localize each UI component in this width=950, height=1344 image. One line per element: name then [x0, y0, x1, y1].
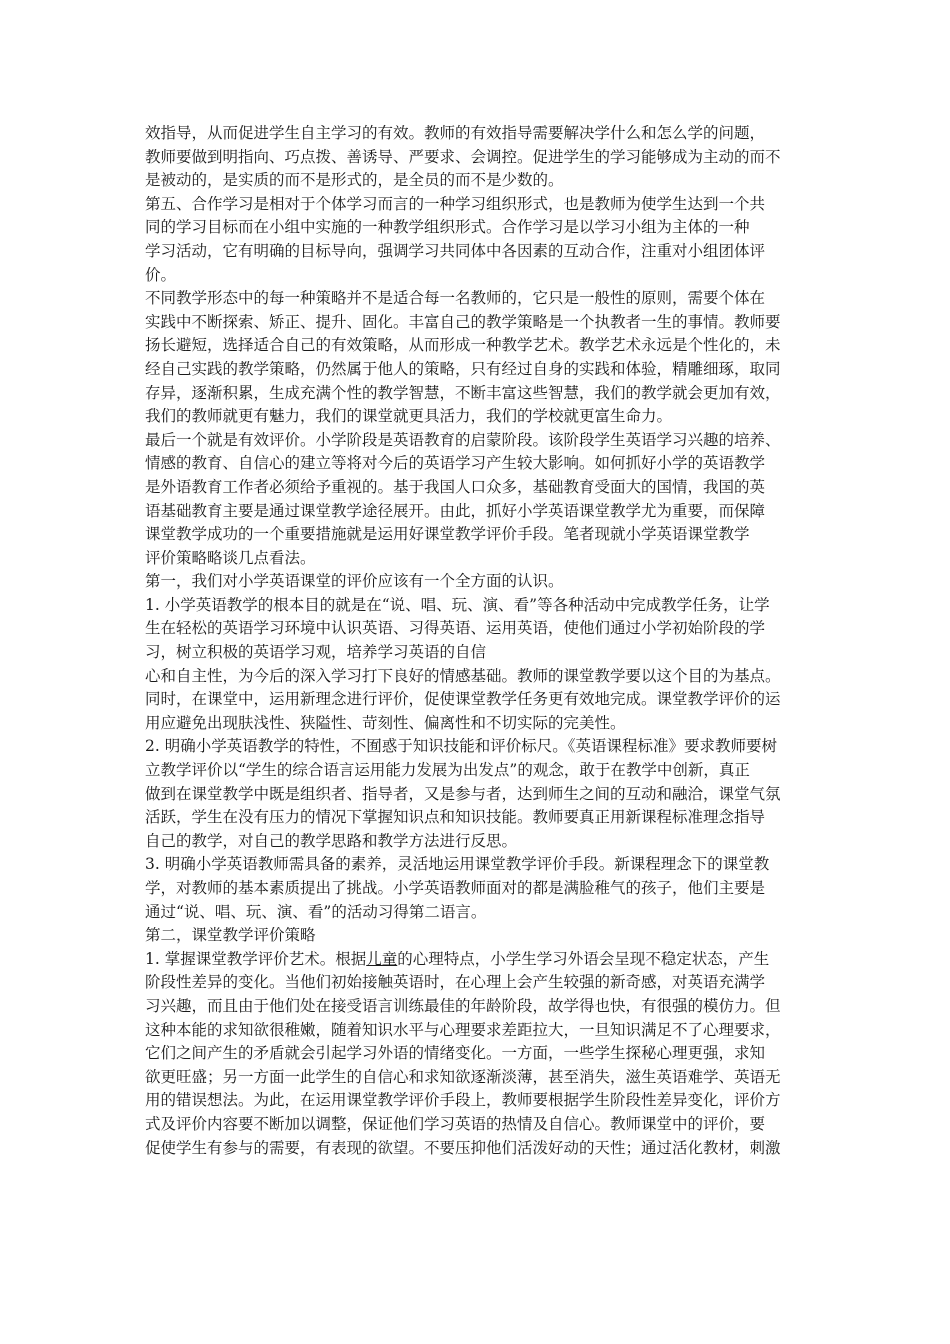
text-line: 最后一个就是有效评价。小学阶段是英语教育的启蒙阶段。该阶段学生英语学习兴趣的培养、 — [145, 430, 781, 449]
text-line: 通过“说、唱、玩、演、看”的活动习得第二语言。 — [145, 902, 487, 921]
text-line: 1. 小学英语教学的根本目的就是在“说、唱、玩、演、看”等各种活动中完成教学任务，让学 — [145, 595, 770, 614]
text-line: 1. 掌握课堂教学评价艺术。根据儿童的心理特点，小学生学习外语会呈现不稳定状态，产生 — [145, 949, 770, 968]
text-line: 习，树立积极的英语学习观，培养学习英语的自信 — [145, 643, 487, 662]
text-line: 心和自主性，为今后的深入学习打下良好的情感基础。教师的课堂教学要以这个目的为基点。 — [145, 666, 781, 685]
text-line: 教师要做到明指向、巧点拨、善诱导、严要求、会调控。促进学生的学习能够成为主动的而不 — [145, 147, 781, 166]
text-line: 实践中不断探索、矫正、提升、固化。丰富自己的教学策略是一个执教者一生的事情。教师要 — [145, 312, 781, 331]
text-line: 用应避免出现肤浅性、狭隘性、苛刻性、偏离性和不切实际的完美性。 — [145, 713, 626, 732]
text-line: 第二，课堂教学评价策略 — [145, 926, 316, 945]
text-line: 我们的教师就更有魅力，我们的课堂就更具活力，我们的学校就更富生命力。 — [145, 407, 673, 426]
text-line: 立教学评价以“学生的综合语言运用能力发展为出发点”的观念，敢于在教学中创新，真正 — [145, 761, 750, 780]
text-line: 评价策略略谈几点看法。 — [145, 548, 316, 567]
text-line: 它们之间产生的矛盾就会引起学习外语的情绪变化。一方面，一些学生探秘心理更强，求知 — [145, 1044, 766, 1063]
text-line: 扬长避短，选择适合自己的有效策略，从而形成一种教学艺术。教学艺术永远是个性化的，未 — [145, 336, 781, 355]
text-line: 存异，逐渐积累，生成充满个性的教学智慧，不断丰富这些智慧，我们的教学就会更加有效， — [145, 383, 781, 402]
text-line: 经自己实践的教学策略，仍然属于他人的策略，只有经过自身的实践和体验，精雕细琢，取同 — [145, 359, 781, 378]
text-line: 欲更旺盛；另一方面一此学生的自信心和求知欲逐渐淡薄，甚至消失，滋生英语难学、英语无 — [145, 1067, 781, 1086]
text-line: 课堂教学成功的一个重要措施就是运用好课堂教学评价手段。笔者现就小学英语课堂教学 — [145, 525, 750, 544]
text-line: 价。 — [145, 265, 177, 284]
text-line: 生在轻松的英语学习环境中认识英语、习得英语、运用英语，使他们通过小学初始阶段的学 — [145, 619, 766, 638]
text-line: 3. 明确小学英语教师需具备的素养，灵活地运用课堂教学评价手段。新课程理念下的课堂教 — [145, 855, 770, 874]
text-line: 促使学生有参与的需要，有表现的欲望。不要压抑他们活泼好动的天性；通过活化教材，刺激 — [145, 1138, 781, 1157]
text-line: 自己的教学，对自己的教学思路和教学方法进行反思。 — [145, 831, 518, 850]
text-line: 第一，我们对小学英语课堂的评价应该有一个全方面的认识。 — [145, 572, 564, 591]
text-line: 用的错误想法。为此，在运用课堂教学评价手段上，教师要根据学生阶段性差异变化，评价方 — [145, 1091, 781, 1110]
text-line: 同时，在课堂中，运用新理念进行评价，促使课堂教学任务更有效地完成。课堂教学评价的运 — [145, 690, 781, 709]
text-line: 阶段性差异的变化。当他们初始接触英语时，在心理上会产生较强的新奇感，对英语充满学 — [145, 973, 766, 992]
text-line: 同的学习目标而在小组中实施的一种教学组织形式。合作学习是以学习小组为主体的一种 — [145, 218, 750, 237]
text-line: 2. 明确小学英语教学的特性，不囿惑于知识技能和评价标尺。《英语课程标准》要求教师要树 — [145, 737, 777, 756]
underlined-link-text[interactable]: 儿童 — [366, 949, 398, 968]
document-body — [145, 122, 825, 1160]
text-line: 是外语教育工作者必须给予重视的。基于我国人口众多，基础教育受面大的国情，我国的英 — [145, 477, 766, 496]
text-line: 情感的教育、自信心的建立等将对今后的英语学习产生较大影响。如何抓好小学的英语教学 — [145, 454, 766, 473]
text-line: 式及评价内容要不断加以调整，保证他们学习英语的热情及自信心。教师课堂中的评价，要 — [145, 1114, 766, 1133]
text-line: 学习活动，它有明确的目标导向，强调学习共同体中各因素的互动合作，注重对小组团体评 — [145, 241, 766, 260]
text-line: 活跃，学生在没有压力的情况下掌握知识点和知识技能。教师要真正用新课程标准理念指导 — [145, 808, 766, 827]
text-line: 这种本能的求知欲很稚嫩，随着知识水平与心理要求差距拉大，一旦知识满足不了心理要求， — [145, 1020, 781, 1039]
text-line: 第五、合作学习是相对于个体学习而言的一种学习组织形式，也是教师为使学生达到一个共 — [145, 194, 766, 213]
text-line: 习兴趣，而且由于他们处在接受语言训练最佳的年龄阶段，故学得也快，有很强的模仿力。但 — [145, 996, 781, 1015]
text-line: 做到在课堂教学中既是组织者、指导者，又是参与者，达到师生之间的互动和融洽，课堂气氛 — [145, 784, 781, 803]
text-line: 是被动的，是实质的而不是形式的，是全员的而不是少数的。 — [145, 171, 564, 190]
text-line: 不同教学形态中的每一种策略并不是适合每一名教师的，它只是一般性的原则，需要个体在 — [145, 289, 766, 308]
text-line: 效指导，从而促进学生自主学习的有效。教师的有效指导需要解决学什么和怎么学的问题， — [145, 124, 766, 142]
text-line: 学，对教师的基本素质提出了挑战。小学英语教师面对的都是满脸稚气的孩子，他们主要是 — [145, 879, 766, 897]
text-line: 语基础教育主要是通过课堂教学途径展开。由此，抓好小学英语课堂教学尤为重要，而保障 — [145, 501, 766, 520]
